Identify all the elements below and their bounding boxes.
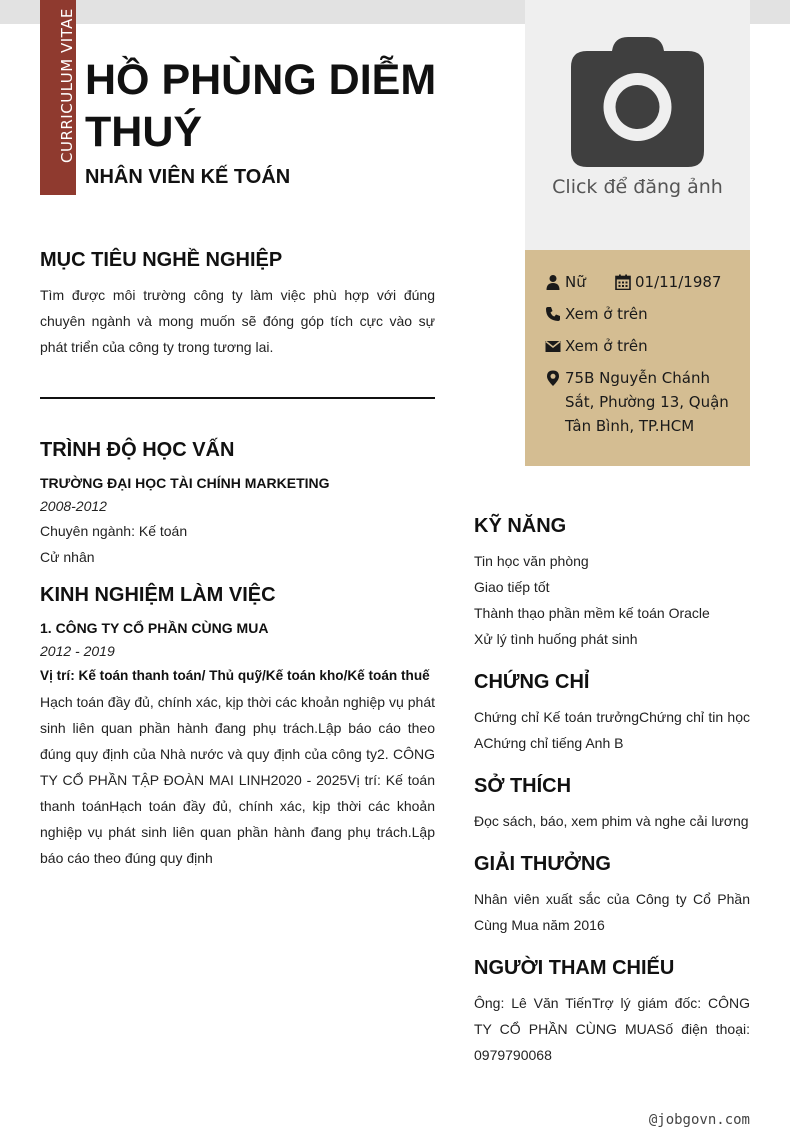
location-pin-icon — [545, 369, 561, 387]
gender-value[interactable]: Nữ — [565, 273, 586, 291]
address-value[interactable]: 75B Nguyễn Chánh Sắt, Phường 13, Quận Tân Bình, TP.HCM — [565, 369, 729, 435]
experience-position[interactable]: Vị trí: Kế toán thanh toán/ Thủ quỹ/Kế toán kho/Kế toán thuế — [40, 668, 430, 683]
email-value[interactable]: Xem ở trên — [565, 337, 648, 355]
phone-value[interactable]: Xem ở trên — [565, 305, 648, 323]
vitae-label: CURRICULUM VITAE — [58, 8, 76, 163]
person-icon — [545, 274, 561, 290]
job-title[interactable]: NHÂN VIÊN KẾ TOÁN — [85, 166, 291, 188]
contact-box — [525, 250, 750, 466]
objective-heading: MỤC TIÊU NGHỀ NGHIỆP — [40, 249, 283, 271]
footer-watermark: @jobgovn.com — [648, 1112, 750, 1128]
candidate-name[interactable]: HỒ PHÙNG DIỄM THUÝ — [85, 56, 437, 156]
education-school[interactable]: TRƯỜNG ĐẠI HỌC TÀI CHÍNH MARKETING — [40, 475, 330, 491]
references-text[interactable]: Ông: Lê Văn TiếnTrợ lý giám đốc: CÔNG TY CỔ PHẦN CÙNG MUASố điện thoại: 0979790068 — [474, 995, 750, 1063]
photo-caption: Click để đăng ảnh — [552, 176, 723, 198]
certificates-heading: CHỨNG CHỈ — [474, 671, 590, 693]
calendar-icon — [615, 274, 631, 290]
awards-heading: GIẢI THƯỞNG — [474, 853, 611, 875]
mail-icon — [545, 338, 561, 354]
education-degree[interactable]: Cử nhân — [40, 549, 95, 565]
experience-company[interactable]: 1. CÔNG TY CỔ PHẦN CÙNG MUA — [40, 620, 269, 636]
awards-text[interactable]: Nhân viên xuất sắc của Công ty Cổ Phần Cùng Mua năm 2016 — [474, 891, 750, 933]
vitae-tab — [40, 0, 76, 195]
references-heading: NGƯỜI THAM CHIẾU — [474, 957, 675, 979]
skill-item[interactable]: Giao tiếp tốt — [474, 579, 550, 595]
skills-heading: KỸ NĂNG — [474, 515, 567, 537]
birthdate-value[interactable]: 01/11/1987 — [635, 273, 722, 291]
section-divider — [40, 397, 435, 399]
hobbies-heading: SỞ THÍCH — [474, 775, 572, 797]
education-major[interactable]: Chuyên ngành: Kế toán — [40, 523, 188, 539]
camera-icon — [570, 37, 705, 167]
experience-description[interactable]: Hạch toán đầy đủ, chính xác, kịp thời các khoản nghiệp vụ phát sinh liên quan phần hành đang phụ trách.Lập báo cáo theo đúng quy định của Nhà nước và quy định của công ty2. CÔNG TY CỔ PHẦN TẬP ĐOÀN MAI LINH2020 - 2025Vị trí: Kế toán thanh toánHạch toán đầy đủ, chính xác, kịp thời các khoản nghiệp vụ phát sinh liên quan phần hành đang phụ trách.Lập báo cáo theo đúng quy định — [40, 694, 435, 866]
photo-upload[interactable] — [525, 0, 750, 250]
education-heading: TRÌNH ĐỘ HỌC VẤN — [40, 439, 235, 461]
skill-item[interactable]: Thành thạo phần mềm kế toán Oracle — [474, 605, 710, 621]
objective-text[interactable]: Tìm được môi trường công ty làm việc phù hợp với đúng chuyên ngành và mong muốn sẽ đóng góp tích cực vào sự phát triển của công ty trong tương lai. — [40, 287, 435, 355]
hobbies-text[interactable]: Đọc sách, báo, xem phim và nghe cải lương — [474, 813, 749, 829]
certificates-text[interactable]: Chứng chỉ Kế toán trưởngChứng chỉ tin học AChứng chỉ tiếng Anh B — [474, 709, 750, 751]
experience-heading: KINH NGHIỆM LÀM VIỆC — [40, 584, 276, 606]
experience-period[interactable]: 2012 - 2019 — [40, 643, 115, 659]
phone-icon — [545, 306, 561, 322]
skill-item[interactable]: Tin học văn phòng — [474, 553, 589, 569]
education-period[interactable]: 2008-2012 — [40, 498, 107, 514]
skill-item[interactable]: Xử lý tình huống phát sinh — [474, 631, 638, 647]
